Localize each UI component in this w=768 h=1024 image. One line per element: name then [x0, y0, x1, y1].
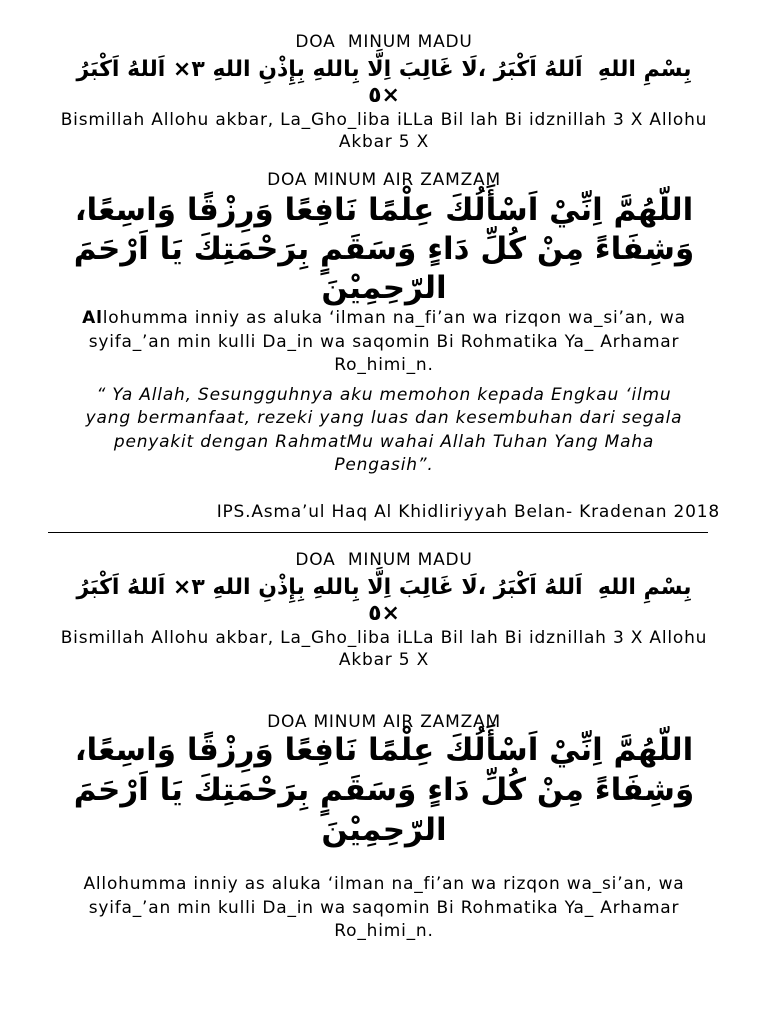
signature: IPS.Asma’ul Haq Al Khidliriyyah Belan- Kradenan 2018	[216, 502, 720, 522]
zamzam-transliteration-line: syifa_’an min kulli Da_in wa saqomin Bi Rohmatika Ya_ Arhamar	[88, 331, 680, 352]
madu-transliteration	[0, 109, 768, 153]
zamzam-arabic-line: وَشِفَاءً مِنْ كُلِّ دَاءٍ وَسَقَمٍ بِرَحْمَتِكَ يَا اَرْحَمَ	[73, 231, 695, 267]
zamzam-title: DOA MINUM AIR ZAMZAM	[267, 170, 501, 190]
zamzam-meaning	[0, 384, 768, 477]
zamzam-arabic-line: اللّهُمَّ اِنِّيْ اَسْأَلُكَ عِلْمًا نَافِعًا وَرِزْقًا وَاسِعًا،	[74, 192, 694, 228]
madu-transliteration-line: Akbar 5 X	[338, 650, 430, 670]
madu-title: DOA MINUM MADU	[295, 32, 473, 52]
zamzam-transliteration-line: Ro_himi_n.	[334, 355, 434, 375]
zamzam-arabic-line: الرّحِمِيْنَ	[321, 812, 447, 848]
meaning-line: yang bermanfaat, rezeki yang luas dan kesembuhan dari segala	[85, 408, 683, 429]
transliteration-rest: lohumma inniy as aluka ‘ilman na_fi’an wa rizqon wa_si’an, wa	[102, 308, 686, 328]
zamzam-transliteration-line	[0, 307, 768, 331]
madu-arabic	[0, 57, 768, 109]
meaning-line: Pengasih”.	[334, 454, 434, 475]
madu-arabic-line: ×٥	[368, 83, 400, 108]
divider-line	[48, 532, 708, 533]
zamzam-arabic	[0, 191, 768, 308]
zamzam-transliteration-line: Allohumma inniy as aluka ‘ilman na_fi’an wa rizqon wa_si’an, wa	[83, 874, 685, 894]
bold-prefix: Al	[82, 308, 103, 328]
madu-title: DOA MINUM MADU	[295, 550, 473, 570]
madu-transliteration-line: Bismillah Allohu akbar, La_Gho_liba iLLa Bil lah Bi idznillah 3 X Allohu	[60, 628, 708, 648]
zamzam-arabic	[0, 730, 768, 850]
zamzam-title: DOA MINUM AIR ZAMZAM	[267, 712, 501, 732]
madu-arabic-line: بِسْمِ اللهِ اَللهُ اَكْبَرُ ،لَا غَالِبَ اِلَّا بِاللهِ بِإِذْنِ اللهِ ٣× اَللهُ اَكْبَرُ	[76, 57, 692, 82]
zamzam-transliteration-line: syifa_’an min kulli Da_in wa saqomin Bi Rohmatika Ya_ Arhamar	[88, 897, 680, 918]
meaning-line: penyakit dengan RahmatMu wahai Allah Tuhan Yang Maha	[113, 431, 655, 452]
zamzam-transliteration-line: Ro_himi_n.	[334, 921, 434, 941]
madu-arabic-line: بِسْمِ اللهِ اَللهُ اَكْبَرُ ،لَا غَالِبَ اِلَّا بِاللهِ بِإِذْنِ اللهِ ٣× اَللهُ اَكْبَرُ	[76, 575, 692, 600]
madu-transliteration-line: Akbar 5 X	[338, 132, 430, 152]
zamzam-transliteration	[0, 873, 768, 944]
madu-arabic	[0, 575, 768, 627]
zamzam-arabic-line: وَشِفَاءً مِنْ كُلِّ دَاءٍ وَسَقَمٍ بِرَحْمَتِكَ يَا اَرْحَمَ	[73, 772, 695, 808]
madu-transliteration-line: Bismillah Allohu akbar, La_Gho_liba iLLa Bil lah Bi idznillah 3 X Allohu	[60, 110, 708, 130]
zamzam-arabic-line: الرّحِمِيْنَ	[321, 270, 447, 306]
zamzam-transliteration	[0, 307, 768, 378]
madu-transliteration	[0, 627, 768, 671]
madu-arabic-line: ×٥	[368, 601, 400, 626]
zamzam-arabic-line: اللّهُمَّ اِنِّيْ اَسْأَلُكَ عِلْمًا نَافِعًا وَرِزْقًا وَاسِعًا،	[74, 732, 694, 768]
meaning-line: “ Ya Allah, Sesungguhnya aku memohon kepada Engkau ‘ilmu	[96, 385, 672, 405]
